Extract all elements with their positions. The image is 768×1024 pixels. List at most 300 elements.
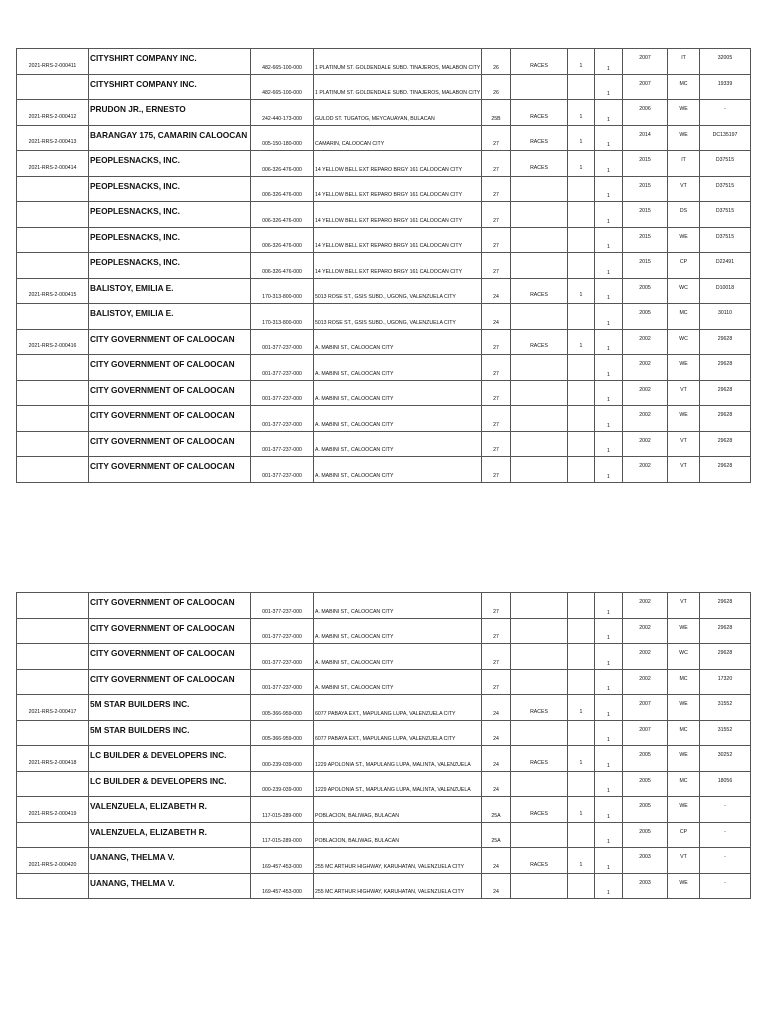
registration-number-cell [17, 74, 89, 100]
count-b-cell: 1 [595, 746, 623, 772]
record-type-cell [511, 457, 568, 483]
address-cell: 14 YELLOW BELL EXT REPARO BRGY 161 CALOOCAN CITY [314, 227, 482, 253]
registration-number-cell [17, 822, 89, 848]
serial-number-cell: 29628 [700, 380, 751, 406]
class-code-cell: 24 [482, 848, 511, 874]
registration-number-cell [17, 720, 89, 746]
class-code-cell: 25A [482, 822, 511, 848]
table-row [17, 304, 751, 330]
tin-number-cell: 001-377-237-000 [251, 669, 314, 695]
unit-code-cell: VT [668, 457, 700, 483]
serial-number-cell: - [700, 822, 751, 848]
unit-code-cell: MC [668, 304, 700, 330]
year-cell: 2015 [623, 176, 668, 202]
address-cell: 255 MC ARTHUR HIGHWAY, KARUHATAN, VALENZUELA CITY [314, 873, 482, 899]
tin-number-cell: 006-326-476-000 [251, 227, 314, 253]
year-cell: 2015 [623, 151, 668, 177]
registration-number-cell [17, 593, 89, 619]
unit-code-cell: WE [668, 695, 700, 721]
unit-code-cell: WE [668, 618, 700, 644]
address-cell: 1229 APOLONIA ST., MAPULANG LUPA, MALINTA, VALENZUELA [314, 771, 482, 797]
registration-number-cell [17, 431, 89, 457]
address-cell: 255 MC ARTHUR HIGHWAY, KARUHATAN, VALENZUELA CITY [314, 848, 482, 874]
tin-number-cell: 170-313-800-000 [251, 278, 314, 304]
serial-number-cell: D37515 [700, 151, 751, 177]
owner-name-cell: LC BUILDER & DEVELOPERS INC. [89, 746, 251, 772]
owner-name-cell: BALISTOY, EMILIA E. [89, 304, 251, 330]
count-a-cell: 1 [568, 100, 595, 126]
count-a-cell [568, 304, 595, 330]
count-b-cell: 1 [595, 618, 623, 644]
owner-name-cell: CITY GOVERNMENT OF CALOOCAN [89, 431, 251, 457]
class-code-cell: 24 [482, 771, 511, 797]
count-a-cell [568, 176, 595, 202]
count-b-cell: 1 [595, 329, 623, 355]
address-cell: 6077 PABAYA EXT., MAPULANG LUPA, VALENZUELA CITY [314, 720, 482, 746]
count-a-cell [568, 644, 595, 670]
count-b-cell: 1 [595, 278, 623, 304]
count-a-cell: 1 [568, 797, 595, 823]
tin-number-cell: 001-377-237-000 [251, 406, 314, 432]
year-cell: 2015 [623, 227, 668, 253]
class-code-cell: 24 [482, 746, 511, 772]
record-type-cell [511, 720, 568, 746]
serial-number-cell: 29628 [700, 431, 751, 457]
owner-name-cell: PEOPLESNACKS, INC. [89, 202, 251, 228]
serial-number-cell: - [700, 873, 751, 899]
tin-number-cell: 000-239-039-000 [251, 746, 314, 772]
year-cell: 2007 [623, 695, 668, 721]
table-row [17, 151, 751, 177]
record-type-cell [511, 873, 568, 899]
serial-number-cell: 29628 [700, 329, 751, 355]
owner-name-cell: CITY GOVERNMENT OF CALOOCAN [89, 644, 251, 670]
record-type-cell [511, 431, 568, 457]
table-row [17, 822, 751, 848]
owner-name-cell: VALENZUELA, ELIZABETH R. [89, 822, 251, 848]
count-a-cell [568, 771, 595, 797]
year-cell: 2003 [623, 873, 668, 899]
address-cell: 14 YELLOW BELL EXT REPARO BRGY 161 CALOOCAN CITY [314, 253, 482, 279]
count-b-cell: 1 [595, 431, 623, 457]
record-type-cell [511, 618, 568, 644]
registration-number-cell [17, 304, 89, 330]
serial-number-cell: 29628 [700, 618, 751, 644]
count-a-cell [568, 669, 595, 695]
year-cell: 2005 [623, 771, 668, 797]
count-a-cell [568, 406, 595, 432]
address-cell: 14 YELLOW BELL EXT REPARO BRGY 161 CALOOCAN CITY [314, 202, 482, 228]
count-b-cell: 1 [595, 202, 623, 228]
year-cell: 2002 [623, 355, 668, 381]
address-cell: CAMARIN, CALOOCAN CITY [314, 125, 482, 151]
unit-code-cell: MC [668, 720, 700, 746]
unit-code-cell: MC [668, 771, 700, 797]
count-b-cell: 1 [595, 304, 623, 330]
serial-number-cell: 18056 [700, 771, 751, 797]
unit-code-cell: WE [668, 100, 700, 126]
tin-number-cell: 006-326-476-000 [251, 202, 314, 228]
registration-number-cell: 2021-RRS-2-000413 [17, 125, 89, 151]
count-a-cell: 1 [568, 49, 595, 75]
year-cell: 2005 [623, 797, 668, 823]
tin-number-cell: 006-326-476-000 [251, 151, 314, 177]
unit-code-cell: IT [668, 151, 700, 177]
table-row [17, 176, 751, 202]
unit-code-cell: VT [668, 593, 700, 619]
serial-number-cell: 32005 [700, 49, 751, 75]
unit-code-cell: WE [668, 125, 700, 151]
tin-number-cell: 005-150-180-000 [251, 125, 314, 151]
address-cell: POBLACION, BALIWAG, BULACAN [314, 797, 482, 823]
owner-name-cell: PRUDON JR., ERNESTO [89, 100, 251, 126]
record-type-cell [511, 669, 568, 695]
registration-number-cell: 2021-RRS-2-000414 [17, 151, 89, 177]
count-b-cell: 1 [595, 797, 623, 823]
record-type-cell [511, 771, 568, 797]
tin-number-cell: 482-665-100-000 [251, 74, 314, 100]
serial-number-cell: D22491 [700, 253, 751, 279]
table-row [17, 253, 751, 279]
registration-number-cell: 2021-RRS-2-000419 [17, 797, 89, 823]
count-a-cell [568, 822, 595, 848]
tin-number-cell: 169-457-453-000 [251, 873, 314, 899]
registration-number-cell [17, 618, 89, 644]
address-cell: 14 YELLOW BELL EXT REPARO BRGY 161 CALOOCAN CITY [314, 176, 482, 202]
count-b-cell: 1 [595, 644, 623, 670]
owner-name-cell: BALISTOY, EMILIA E. [89, 278, 251, 304]
table-row [17, 100, 751, 126]
year-cell: 2005 [623, 822, 668, 848]
table-row [17, 431, 751, 457]
owner-name-cell: LC BUILDER & DEVELOPERS INC. [89, 771, 251, 797]
year-cell: 2005 [623, 304, 668, 330]
registration-number-cell: 2021-RRS-2-000420 [17, 848, 89, 874]
table-row [17, 669, 751, 695]
count-b-cell: 1 [595, 873, 623, 899]
address-cell: A. MABINI ST., CALOOCAN CITY [314, 329, 482, 355]
unit-code-cell: WE [668, 746, 700, 772]
registration-number-cell [17, 227, 89, 253]
record-type-cell [511, 593, 568, 619]
count-b-cell: 1 [595, 669, 623, 695]
address-cell: A. MABINI ST., CALOOCAN CITY [314, 380, 482, 406]
year-cell: 2005 [623, 746, 668, 772]
unit-code-cell: IT [668, 49, 700, 75]
year-cell: 2002 [623, 669, 668, 695]
count-a-cell [568, 873, 595, 899]
table-row [17, 797, 751, 823]
registration-number-cell: 2021-RRS-2-000417 [17, 695, 89, 721]
record-type-cell [511, 202, 568, 228]
serial-number-cell: 30252 [700, 746, 751, 772]
registration-number-cell: 2021-RRS-2-000411 [17, 49, 89, 75]
address-cell: A. MABINI ST., CALOOCAN CITY [314, 593, 482, 619]
serial-number-cell: - [700, 797, 751, 823]
class-code-cell: 27 [482, 406, 511, 432]
owner-name-cell: CITY GOVERNMENT OF CALOOCAN [89, 380, 251, 406]
class-code-cell: 27 [482, 380, 511, 406]
serial-number-cell: 29628 [700, 406, 751, 432]
owner-name-cell: PEOPLESNACKS, INC. [89, 151, 251, 177]
table-row [17, 74, 751, 100]
record-type-cell: RACES [511, 151, 568, 177]
count-a-cell: 1 [568, 125, 595, 151]
serial-number-cell: 31552 [700, 720, 751, 746]
owner-name-cell: CITY GOVERNMENT OF CALOOCAN [89, 618, 251, 644]
class-code-cell: 26 [482, 49, 511, 75]
address-cell: A. MABINI ST., CALOOCAN CITY [314, 431, 482, 457]
serial-number-cell: D37515 [700, 227, 751, 253]
count-b-cell: 1 [595, 822, 623, 848]
count-a-cell: 1 [568, 695, 595, 721]
table-row [17, 355, 751, 381]
count-a-cell [568, 380, 595, 406]
owner-name-cell: CITY GOVERNMENT OF CALOOCAN [89, 669, 251, 695]
record-type-cell [511, 406, 568, 432]
count-a-cell [568, 457, 595, 483]
registration-number-cell: 2021-RRS-2-000418 [17, 746, 89, 772]
serial-number-cell: 30110 [700, 304, 751, 330]
unit-code-cell: VT [668, 176, 700, 202]
tin-number-cell: 117-015-289-000 [251, 797, 314, 823]
table-row [17, 593, 751, 619]
count-a-cell [568, 74, 595, 100]
table-row [17, 380, 751, 406]
address-cell: 6077 PABAYA EXT., MAPULANG LUPA, VALENZUELA CITY [314, 695, 482, 721]
address-cell: 5013 ROSE ST., GSIS SUBD., UGONG, VALENZUELA CITY [314, 304, 482, 330]
unit-code-cell: CP [668, 822, 700, 848]
unit-code-cell: CP [668, 253, 700, 279]
count-a-cell: 1 [568, 848, 595, 874]
serial-number-cell: 29628 [700, 593, 751, 619]
class-code-cell: 24 [482, 873, 511, 899]
serial-number-cell: 31552 [700, 695, 751, 721]
unit-code-cell: VT [668, 431, 700, 457]
record-type-cell: RACES [511, 746, 568, 772]
record-type-cell: RACES [511, 125, 568, 151]
count-b-cell: 1 [595, 100, 623, 126]
count-a-cell [568, 431, 595, 457]
class-code-cell: 27 [482, 431, 511, 457]
count-b-cell: 1 [595, 380, 623, 406]
tin-number-cell: 006-326-476-000 [251, 176, 314, 202]
year-cell: 2002 [623, 406, 668, 432]
registration-number-cell: 2021-RRS-2-000412 [17, 100, 89, 126]
owner-name-cell: UANANG, THELMA V. [89, 873, 251, 899]
tin-number-cell: 001-377-237-000 [251, 457, 314, 483]
unit-code-cell: VT [668, 848, 700, 874]
address-cell: A. MABINI ST., CALOOCAN CITY [314, 406, 482, 432]
class-code-cell: 24 [482, 695, 511, 721]
count-b-cell: 1 [595, 593, 623, 619]
unit-code-cell: WE [668, 873, 700, 899]
address-cell: 1 PLATINUM ST. GOLDENDALE SUBD. TINAJEROS, MALABON CITY [314, 49, 482, 75]
class-code-cell: 24 [482, 304, 511, 330]
serial-number-cell: 19339 [700, 74, 751, 100]
record-type-cell: RACES [511, 848, 568, 874]
address-cell: A. MABINI ST., CALOOCAN CITY [314, 618, 482, 644]
table-row [17, 695, 751, 721]
table-row [17, 406, 751, 432]
unit-code-cell: VT [668, 380, 700, 406]
count-b-cell: 1 [595, 49, 623, 75]
registration-number-cell [17, 355, 89, 381]
registration-number-cell [17, 380, 89, 406]
class-code-cell: 27 [482, 151, 511, 177]
count-b-cell: 1 [595, 848, 623, 874]
table-row [17, 202, 751, 228]
record-type-cell: RACES [511, 329, 568, 355]
registry-table-lower [16, 592, 751, 899]
record-type-cell: RACES [511, 695, 568, 721]
tin-number-cell: 001-377-237-000 [251, 355, 314, 381]
tin-number-cell: 001-377-237-000 [251, 431, 314, 457]
class-code-cell: 25A [482, 797, 511, 823]
record-type-cell [511, 74, 568, 100]
year-cell: 2002 [623, 457, 668, 483]
record-type-cell: RACES [511, 49, 568, 75]
count-b-cell: 1 [595, 720, 623, 746]
tin-number-cell: 242-440-173-000 [251, 100, 314, 126]
class-code-cell: 27 [482, 253, 511, 279]
serial-number-cell: 17320 [700, 669, 751, 695]
count-a-cell: 1 [568, 746, 595, 772]
owner-name-cell: UANANG, THELMA V. [89, 848, 251, 874]
unit-code-cell: WE [668, 406, 700, 432]
unit-code-cell: WE [668, 797, 700, 823]
owner-name-cell: PEOPLESNACKS, INC. [89, 227, 251, 253]
record-type-cell: RACES [511, 100, 568, 126]
year-cell: 2015 [623, 202, 668, 228]
table-row [17, 848, 751, 874]
tin-number-cell: 001-377-237-000 [251, 644, 314, 670]
count-b-cell: 1 [595, 74, 623, 100]
table-row [17, 227, 751, 253]
serial-number-cell: D10018 [700, 278, 751, 304]
owner-name-cell: 5M STAR BUILDERS INC. [89, 695, 251, 721]
owner-name-cell: PEOPLESNACKS, INC. [89, 176, 251, 202]
registration-number-cell [17, 873, 89, 899]
owner-name-cell: CITY GOVERNMENT OF CALOOCAN [89, 406, 251, 432]
address-cell: 14 YELLOW BELL EXT REPARO BRGY 161 CALOOCAN CITY [314, 151, 482, 177]
count-a-cell: 1 [568, 329, 595, 355]
address-cell: GULOD ST. TUGATOG, MEYCAUAYAN, BULACAN [314, 100, 482, 126]
record-type-cell: RACES [511, 797, 568, 823]
registration-number-cell [17, 202, 89, 228]
serial-number-cell: 29628 [700, 457, 751, 483]
serial-number-cell: D37515 [700, 202, 751, 228]
count-a-cell: 1 [568, 278, 595, 304]
record-type-cell: RACES [511, 278, 568, 304]
year-cell: 2002 [623, 380, 668, 406]
class-code-cell: 27 [482, 355, 511, 381]
registration-number-cell: 2021-RRS-2-000415 [17, 278, 89, 304]
owner-name-cell: CITY GOVERNMENT OF CALOOCAN [89, 593, 251, 619]
year-cell: 2007 [623, 74, 668, 100]
count-a-cell: 1 [568, 151, 595, 177]
registration-number-cell [17, 457, 89, 483]
count-a-cell [568, 593, 595, 619]
record-type-cell [511, 355, 568, 381]
record-type-cell [511, 380, 568, 406]
table-row [17, 618, 751, 644]
tin-number-cell: 117-015-289-000 [251, 822, 314, 848]
table-row [17, 720, 751, 746]
owner-name-cell: CITY GOVERNMENT OF CALOOCAN [89, 329, 251, 355]
table-row [17, 278, 751, 304]
count-b-cell: 1 [595, 406, 623, 432]
count-a-cell [568, 720, 595, 746]
serial-number-cell: - [700, 848, 751, 874]
class-code-cell: 27 [482, 644, 511, 670]
tin-number-cell: 006-326-476-000 [251, 253, 314, 279]
tin-number-cell: 482-665-100-000 [251, 49, 314, 75]
registry-table-upper [16, 48, 751, 483]
class-code-cell: 24 [482, 278, 511, 304]
count-a-cell [568, 253, 595, 279]
unit-code-cell: MC [668, 74, 700, 100]
year-cell: 2014 [623, 125, 668, 151]
tin-number-cell: 005-366-959-000 [251, 695, 314, 721]
table-row [17, 644, 751, 670]
year-cell: 2007 [623, 49, 668, 75]
record-type-cell [511, 253, 568, 279]
registration-number-cell [17, 669, 89, 695]
serial-number-cell: 29628 [700, 355, 751, 381]
count-b-cell: 1 [595, 695, 623, 721]
address-cell: 1229 APOLONIA ST., MAPULANG LUPA, MALINTA, VALENZUELA [314, 746, 482, 772]
serial-number-cell: DC135197 [700, 125, 751, 151]
table-row [17, 873, 751, 899]
address-cell: A. MABINI ST., CALOOCAN CITY [314, 644, 482, 670]
record-type-cell [511, 227, 568, 253]
owner-name-cell: CITY GOVERNMENT OF CALOOCAN [89, 457, 251, 483]
count-a-cell [568, 227, 595, 253]
class-code-cell: 27 [482, 329, 511, 355]
tin-number-cell: 001-377-237-000 [251, 380, 314, 406]
count-b-cell: 1 [595, 227, 623, 253]
year-cell: 2015 [623, 253, 668, 279]
count-b-cell: 1 [595, 151, 623, 177]
registration-number-cell [17, 644, 89, 670]
tin-number-cell: 005-366-959-000 [251, 720, 314, 746]
class-code-cell: 27 [482, 125, 511, 151]
class-code-cell: 27 [482, 669, 511, 695]
class-code-cell: 26 [482, 74, 511, 100]
owner-name-cell: 5M STAR BUILDERS INC. [89, 720, 251, 746]
class-code-cell: 27 [482, 176, 511, 202]
class-code-cell: 27 [482, 202, 511, 228]
unit-code-cell: WE [668, 227, 700, 253]
record-type-cell [511, 822, 568, 848]
registration-number-cell [17, 406, 89, 432]
tin-number-cell: 001-377-237-000 [251, 329, 314, 355]
address-cell: A. MABINI ST., CALOOCAN CITY [314, 669, 482, 695]
unit-code-cell: WC [668, 278, 700, 304]
owner-name-cell: CITYSHIRT COMPANY INC. [89, 49, 251, 75]
table-row [17, 746, 751, 772]
address-cell: 1 PLATINUM ST. GOLDENDALE SUBD. TINAJEROS, MALABON CITY [314, 74, 482, 100]
count-b-cell: 1 [595, 771, 623, 797]
count-b-cell: 1 [595, 176, 623, 202]
count-a-cell [568, 618, 595, 644]
count-b-cell: 1 [595, 125, 623, 151]
year-cell: 2002 [623, 329, 668, 355]
serial-number-cell: D37515 [700, 176, 751, 202]
tin-number-cell: 001-377-237-000 [251, 618, 314, 644]
owner-name-cell: BARANGAY 175, CAMARIN CALOOCAN [89, 125, 251, 151]
